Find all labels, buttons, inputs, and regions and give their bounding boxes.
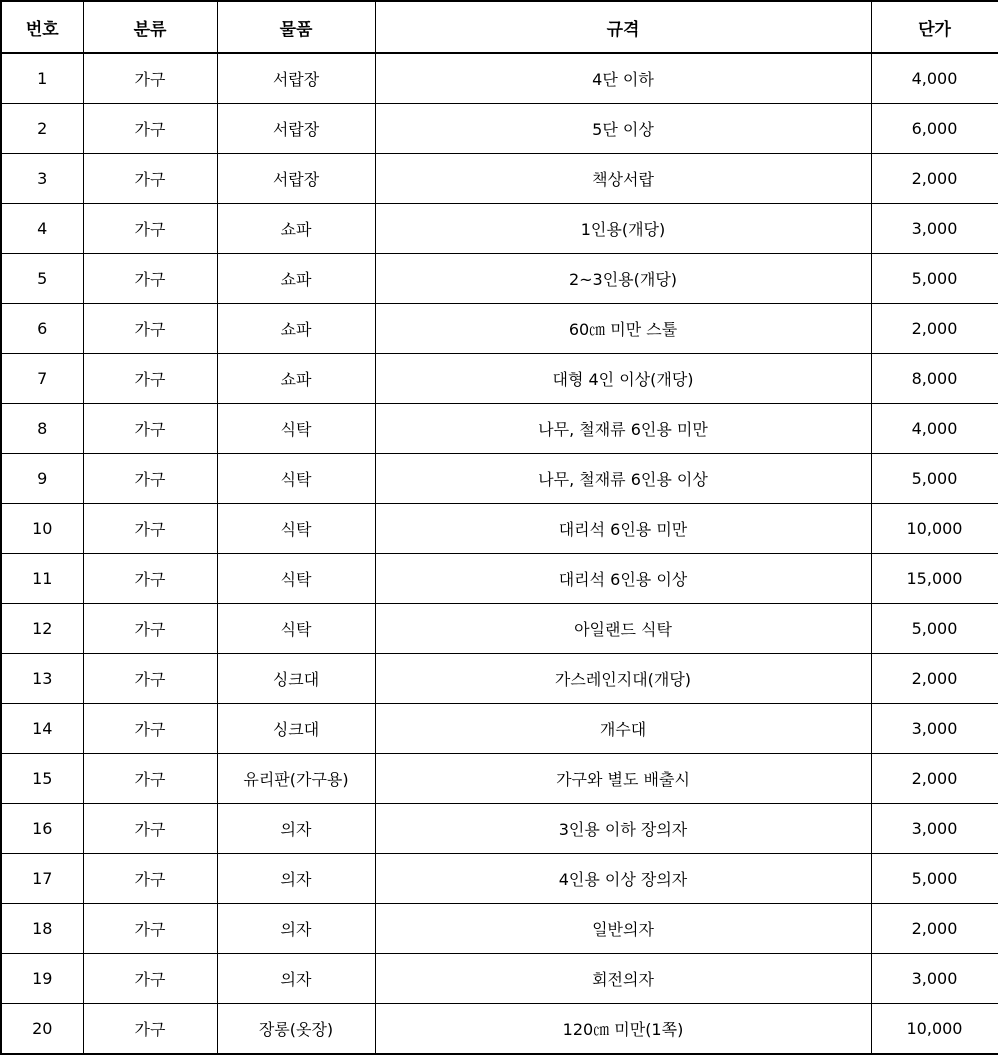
cell-item: 식탁 — [217, 554, 375, 604]
cell-price: 2,000 — [871, 304, 998, 354]
cell-price: 2,000 — [871, 754, 998, 804]
table-row — [1, 804, 998, 854]
table-row — [1, 254, 998, 304]
cell-price: 6,000 — [871, 104, 998, 154]
cell-item: 의자 — [217, 804, 375, 854]
table-row — [1, 754, 998, 804]
table-row — [1, 954, 998, 1004]
cell-item: 쇼파 — [217, 204, 375, 254]
table-row — [1, 604, 998, 654]
cell-category: 가구 — [83, 254, 217, 304]
cell-category: 가구 — [83, 854, 217, 904]
cell-item: 유리판(가구용) — [217, 754, 375, 804]
cell-category: 가구 — [83, 704, 217, 754]
cell-price: 8,000 — [871, 354, 998, 404]
cell-price: 2,000 — [871, 154, 998, 204]
cell-price: 4,000 — [871, 53, 998, 104]
cell-number: 6 — [1, 304, 83, 354]
cell-spec: 가구와 별도 배출시 — [375, 754, 871, 804]
cell-spec: 대형 4인 이상(개당) — [375, 354, 871, 404]
cell-price: 2,000 — [871, 904, 998, 954]
table-row — [1, 104, 998, 154]
table-header-row — [1, 1, 998, 53]
cell-number: 9 — [1, 454, 83, 504]
cell-number: 15 — [1, 754, 83, 804]
cell-number: 20 — [1, 1004, 83, 1055]
cell-price: 3,000 — [871, 954, 998, 1004]
cell-category: 가구 — [83, 804, 217, 854]
cell-price: 5,000 — [871, 454, 998, 504]
cell-number: 1 — [1, 53, 83, 104]
cell-category: 가구 — [83, 204, 217, 254]
header-price: 단가 — [871, 1, 998, 53]
cell-price: 10,000 — [871, 1004, 998, 1055]
cell-category: 가구 — [83, 504, 217, 554]
table-row — [1, 854, 998, 904]
table-row — [1, 904, 998, 954]
cell-item: 식탁 — [217, 404, 375, 454]
cell-number: 5 — [1, 254, 83, 304]
cell-spec: 책상서랍 — [375, 154, 871, 204]
cell-category: 가구 — [83, 354, 217, 404]
cell-item: 의자 — [217, 854, 375, 904]
cell-spec: 3인용 이하 장의자 — [375, 804, 871, 854]
cell-spec: 120㎝ 미만(1쪽) — [375, 1004, 871, 1055]
cell-spec: 대리석 6인용 이상 — [375, 554, 871, 604]
cell-price: 3,000 — [871, 704, 998, 754]
cell-item: 의자 — [217, 954, 375, 1004]
cell-item: 서랍장 — [217, 154, 375, 204]
cell-spec: 회전의자 — [375, 954, 871, 1004]
table-body — [1, 53, 998, 1054]
cell-category: 가구 — [83, 104, 217, 154]
header-category: 분류 — [83, 1, 217, 53]
cell-spec: 2~3인용(개당) — [375, 254, 871, 304]
table-row — [1, 454, 998, 504]
cell-spec: 4인용 이상 장의자 — [375, 854, 871, 904]
cell-item: 식탁 — [217, 454, 375, 504]
cell-number: 13 — [1, 654, 83, 704]
cell-price: 2,000 — [871, 654, 998, 704]
cell-item: 싱크대 — [217, 654, 375, 704]
cell-spec: 대리석 6인용 미만 — [375, 504, 871, 554]
cell-spec: 60㎝ 미만 스툴 — [375, 304, 871, 354]
cell-number: 3 — [1, 154, 83, 204]
cell-number: 16 — [1, 804, 83, 854]
cell-price: 5,000 — [871, 854, 998, 904]
cell-number: 11 — [1, 554, 83, 604]
cell-category: 가구 — [83, 404, 217, 454]
cell-number: 10 — [1, 504, 83, 554]
cell-category: 가구 — [83, 754, 217, 804]
table-row — [1, 154, 998, 204]
cell-item: 의자 — [217, 904, 375, 954]
cell-category: 가구 — [83, 954, 217, 1004]
cell-number: 19 — [1, 954, 83, 1004]
cell-item: 서랍장 — [217, 53, 375, 104]
cell-category: 가구 — [83, 53, 217, 104]
table-row — [1, 554, 998, 604]
cell-category: 가구 — [83, 1004, 217, 1055]
cell-price: 5,000 — [871, 604, 998, 654]
header-spec: 규격 — [375, 1, 871, 53]
cell-number: 18 — [1, 904, 83, 954]
cell-spec: 가스레인지대(개당) — [375, 654, 871, 704]
table-row — [1, 504, 998, 554]
cell-category: 가구 — [83, 904, 217, 954]
cell-spec: 4단 이하 — [375, 53, 871, 104]
cell-item: 장롱(옷장) — [217, 1004, 375, 1055]
cell-price: 3,000 — [871, 804, 998, 854]
cell-item: 쇼파 — [217, 304, 375, 354]
cell-number: 17 — [1, 854, 83, 904]
cell-category: 가구 — [83, 454, 217, 504]
cell-spec: 나무, 철재류 6인용 미만 — [375, 404, 871, 454]
table-row — [1, 354, 998, 404]
cell-price: 10,000 — [871, 504, 998, 554]
cell-item: 쇼파 — [217, 354, 375, 404]
cell-spec: 개수대 — [375, 704, 871, 754]
cell-item: 서랍장 — [217, 104, 375, 154]
cell-category: 가구 — [83, 554, 217, 604]
cell-item: 싱크대 — [217, 704, 375, 754]
cell-number: 12 — [1, 604, 83, 654]
cell-item: 쇼파 — [217, 254, 375, 304]
cell-spec: 일반의자 — [375, 904, 871, 954]
cell-price: 3,000 — [871, 204, 998, 254]
cell-spec: 아일랜드 식탁 — [375, 604, 871, 654]
cell-spec: 나무, 철재류 6인용 이상 — [375, 454, 871, 504]
cell-spec: 1인용(개당) — [375, 204, 871, 254]
cell-category: 가구 — [83, 654, 217, 704]
header-number: 번호 — [1, 1, 83, 53]
cell-item: 식탁 — [217, 604, 375, 654]
table-row — [1, 53, 998, 104]
cell-price: 15,000 — [871, 554, 998, 604]
cell-price: 4,000 — [871, 404, 998, 454]
cell-category: 가구 — [83, 304, 217, 354]
table-row — [1, 204, 998, 254]
cell-price: 5,000 — [871, 254, 998, 304]
cell-item: 식탁 — [217, 504, 375, 554]
cell-number: 14 — [1, 704, 83, 754]
header-item: 물품 — [217, 1, 375, 53]
cell-number: 7 — [1, 354, 83, 404]
cell-number: 4 — [1, 204, 83, 254]
cell-number: 2 — [1, 104, 83, 154]
table-row — [1, 654, 998, 704]
table-row — [1, 1004, 998, 1055]
cell-spec: 5단 이상 — [375, 104, 871, 154]
table-row — [1, 404, 998, 454]
cell-category: 가구 — [83, 154, 217, 204]
cell-number: 8 — [1, 404, 83, 454]
table-row — [1, 304, 998, 354]
table-row — [1, 704, 998, 754]
cell-category: 가구 — [83, 604, 217, 654]
